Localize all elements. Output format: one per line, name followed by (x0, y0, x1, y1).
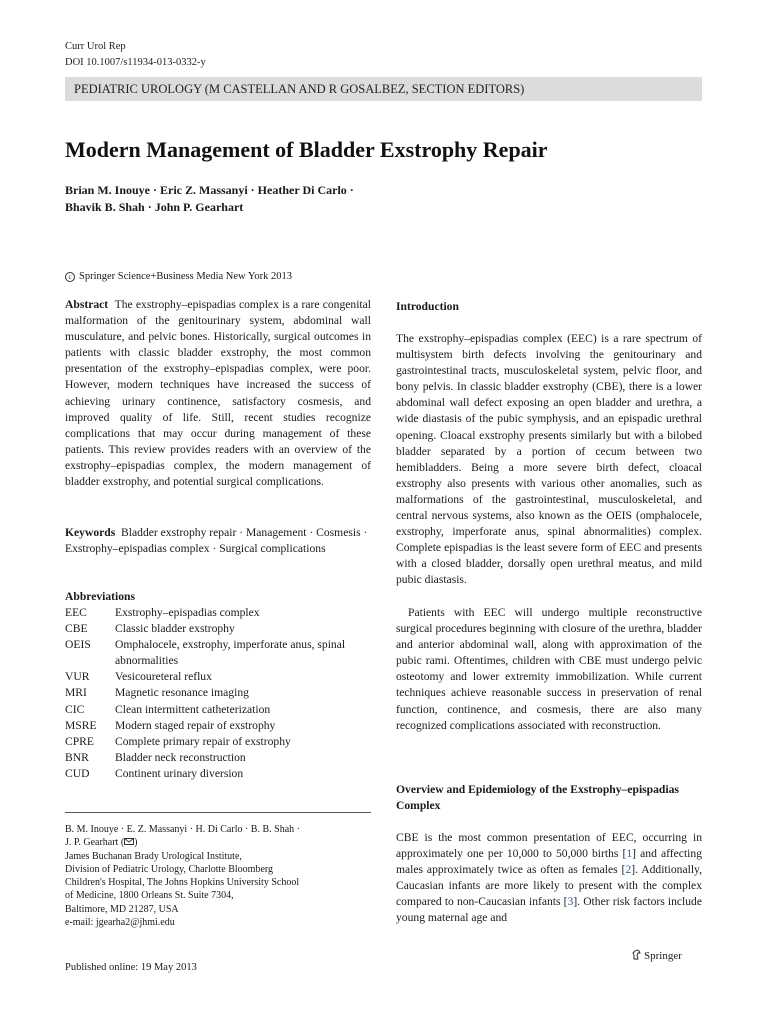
abbreviation-row (65, 621, 375, 637)
abbreviation-row (65, 734, 375, 750)
abbreviation-row (65, 718, 375, 734)
abbreviation-value: Omphalocele, exstrophy, imperforate anus, spinal abnormalities (115, 638, 346, 668)
citation-link[interactable]: 1 (626, 847, 633, 861)
affiliation-corresponding: J. P. Gearhart ( (65, 837, 125, 849)
published-date: Published online: 19 May 2013 (65, 962, 197, 973)
abbreviation-row (65, 766, 375, 782)
abbreviation-key: CBE (65, 622, 88, 636)
springer-horse-icon (632, 949, 642, 960)
citation-link[interactable]: 2 (625, 863, 632, 877)
publisher-name: Springer (644, 950, 682, 962)
abbreviation-key: MRI (65, 686, 87, 700)
abbreviation-value: Classic bladder exstrophy (115, 622, 235, 636)
abbreviation-row (65, 685, 375, 701)
keywords-label: Keywords (65, 526, 116, 539)
section-banner: PEDIATRIC UROLOGY (M CASTELLAN AND R GOSALBEZ, SECTION EDITORS) (65, 77, 702, 101)
overview-text: ]. Other risk factors include young maternal age and (396, 895, 702, 925)
abbreviation-row (65, 605, 375, 621)
abbreviation-row (65, 702, 375, 718)
overview-text: ]. Additionally, Caucasian infants are more likely to present with the complex compared to non-Caucasian infants [ (396, 863, 703, 909)
abbreviations-list (65, 605, 375, 782)
abbreviation-key: MSRE (65, 718, 97, 732)
abbreviation-key: EEC (65, 606, 87, 619)
keywords (65, 525, 371, 557)
abbreviation-key: VUR (65, 670, 90, 684)
affiliation-line: Children's Hospital, The Johns Hopkins University School (65, 877, 300, 889)
abbreviation-key: CIC (65, 702, 85, 716)
keywords-text: Bladder exstrophy repair · Management · Cosmesis · Exstrophy–epispadias complex · Surgical complications (65, 526, 368, 556)
affiliation-line: of Medicine, 1800 Orleans St. Suite 7304, (65, 890, 234, 902)
article-title: Modern Management of Bladder Exstrophy Repair (65, 137, 548, 162)
affiliation-line: Baltimore, MD 21287, USA (65, 903, 179, 915)
overview-heading: Overview and Epidemiology of the Exstrophy–epispadias Complex (396, 783, 679, 813)
abstract (65, 297, 371, 490)
abbreviation-value: Exstrophy–epispadias complex (115, 606, 260, 619)
footnote-divider (65, 812, 371, 813)
abbreviation-value: Complete primary repair of exstrophy (115, 734, 291, 748)
copyright-icon: c (65, 272, 75, 282)
affiliation-line: James Buchanan Brady Urological Institute, (65, 850, 242, 862)
copyright (65, 270, 292, 283)
abbreviation-row (65, 637, 375, 669)
abbreviation-key: OEIS (65, 638, 91, 652)
introduction-paragraph-1: The exstrophy–epispadias complex (EEC) is a rare spectrum of multisystem birth defects involving the genitourinary and gastrointestinal tracts, musculoskeletal system, pelvic floor, and bony pelvis. In classic bladder exstrophy (CBE), there is a lower abdominal wall defect exposing an open bladder and urethra, a wide diastasis of the pubic symphysis, and an epispadic urethral opening. Cloacal exstrophy presents similarly but with a bilobed bladder separated by a portion of cecum between two hemibladders. Being a more severe birth defect, cloacal exstrophy also presents with various other anomalies, such as malformations of the gastrointestinal, musculoskeletal, and central nervous systems, also known as the OEIS (omphalocele, exstrophy, imperforate anus, spinal abnormalities) complex. Complete epispadias is the least severe form of EEC and presents with a closed bladder, dorsally open urethral meatus, and mild pubic diastasis. (396, 332, 702, 587)
affiliation-close: ) (134, 837, 138, 849)
abbreviation-value: Vesicoureteral reflux (115, 670, 212, 684)
doi[interactable]: DOI 10.1007/s11934-013-0332-y (65, 57, 206, 68)
introduction-heading: Introduction (396, 300, 459, 313)
abstract-text: The exstrophy–epispadias complex is a rare congenital malformation of the genitourinary system, abdominal wall musculature, and pelvic bones. Historically, surgical outcomes in patients with classic bladder exstrophy, the most common presentation of the exstrophy–epispadias complex, were poor. However, modern techniques have increased the success of achieving urinary continence, satisfactory cosmesis, and improved quality of life. Still, recent studies recognize complications that may occur during management of these patients. This review provides readers with an overview of the exstrophy–epispadias complex, the modern management of bladder exstrophy, and potential surgical complications. (65, 298, 372, 489)
overview-text: ] and affecting males approximately twice as often as females [ (396, 847, 702, 877)
abbreviation-key: CPRE (65, 734, 94, 748)
abbreviations-heading: Abbreviations (65, 590, 136, 603)
abbreviation-value: Bladder neck reconstruction (115, 750, 246, 764)
abbreviation-key: CUD (65, 766, 90, 780)
envelope-icon (124, 838, 134, 845)
citation-link[interactable]: 3 (567, 895, 574, 909)
abbreviation-row (65, 669, 375, 685)
overview-text: CBE is the most common presentation of EEC, occurring in approximately one per 10,000 to 50,000 births [ (396, 831, 702, 861)
abbreviation-value: Clean intermittent catheterization (115, 702, 271, 716)
abbreviation-value: Continent urinary diversion (115, 766, 244, 780)
copyright-text: Springer Science+Business Media New York 2013 (79, 271, 292, 282)
author-line-2: Bhavik B. Shah · John P. Gearhart (65, 200, 244, 214)
introduction-paragraph-2: Patients with EEC will undergo multiple reconstructive surgical procedures beginning with closure of the urethra, bladder and anterior abdominal wall, along with approximation of the pubic rami. Oftentimes, children with CBE must undergo pelvic osteotomy and lower extremity immobilization. While current techniques achieve reasonable success in preservation of renal function, continence, and cosmesis, there are also many recognized complications associated with reconstruction. (396, 606, 702, 732)
overview-paragraph (396, 830, 702, 927)
abbreviation-value: Modern staged repair of exstrophy (115, 718, 276, 732)
affiliation-line (65, 836, 371, 849)
abbreviation-row (65, 750, 375, 766)
author-list (65, 182, 425, 216)
journal-name: Curr Urol Rep (65, 41, 126, 52)
author-affiliation (65, 823, 371, 929)
author-line-1: Brian M. Inouye · Eric Z. Massanyi · Heather Di Carlo · (65, 183, 354, 197)
publisher-logo (632, 949, 682, 963)
abbreviation-value: Magnetic resonance imaging (115, 686, 249, 700)
abstract-label: Abstract (65, 298, 109, 311)
abbreviation-key: BNR (65, 750, 89, 764)
affiliation-email[interactable]: e-mail: jgearha2@jhmi.edu (65, 917, 175, 929)
affiliation-line: Division of Pediatric Urology, Charlotte Bloomberg (65, 863, 274, 875)
affiliation-line: B. M. Inouye · E. Z. Massanyi · H. Di Carlo · B. B. Shah · (65, 824, 300, 835)
